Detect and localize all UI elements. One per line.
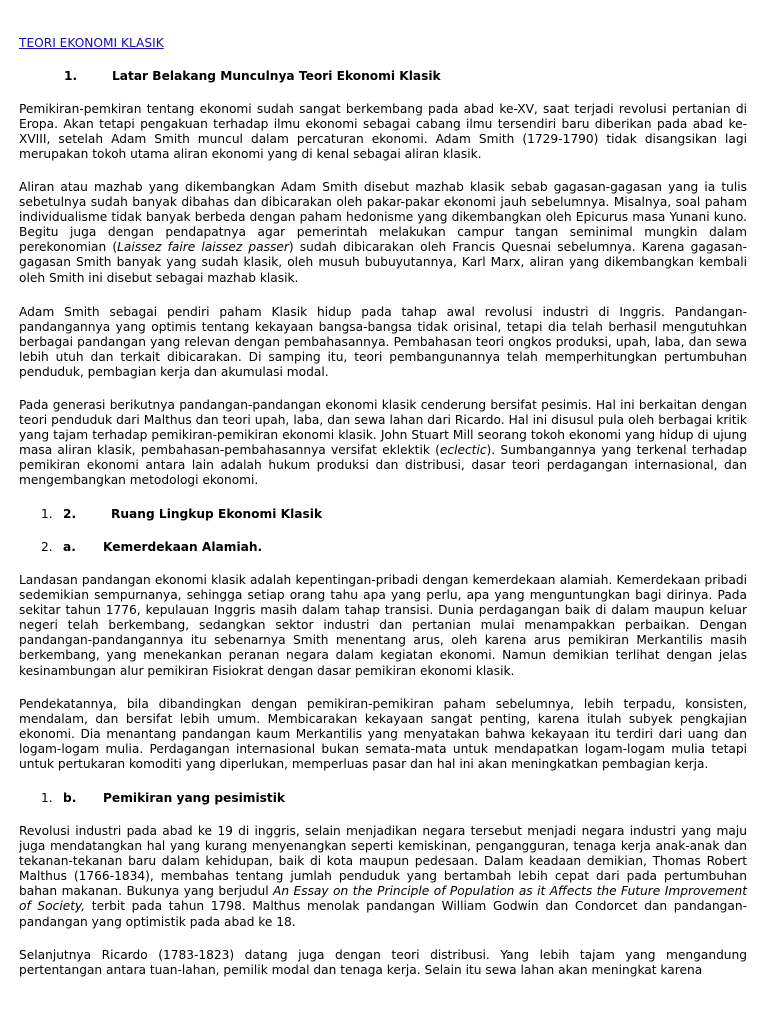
- heading-text: Pemikiran yang pesimistik: [103, 791, 285, 805]
- paragraph-4-emphasis: eclectic: [439, 443, 487, 458]
- heading-latar-belakang: [64, 69, 441, 84]
- paragraph-2-text-b: ) sudah dibicarakan oleh Francis Quesnai sebelumnya. Karena gagasan-gagasan Smith banyak yang sudah klasik, oleh musuh bubuyutannya, Karl Marx, aliran yang dikembangkan kembali oleh Smith ini disebut sebagai mazhab klasik.: [19, 240, 748, 285]
- paragraph-4: [19, 398, 747, 489]
- heading-text: Latar Belakang Munculnya Teori Ekonomi Klasik: [112, 69, 441, 83]
- paragraph-8: Selanjutnya Ricardo (1783-1823) datang juga dengan teori distribusi. Yang lebih tajam yang mengandung pertentangan antara tuan-lahan, pemilik modal dan tenaga kerja. Selain itu sewa lahan akan meningkat karena: [19, 948, 747, 978]
- heading-text: Ruang Lingkup Ekonomi Klasik: [111, 507, 323, 521]
- paragraph-1: Pemikiran-pemkiran tentang ekonomi sudah sangat berkembang pada abad ke-XV, saat terjadi revolusi pertanian di Eropa. Akan tetapi pengakuan terhadap ilmu ekonomi sebagai cabang ilmu tersendiri baru diberikan pada abad ke-XVIII, setelah Adam Smith muncul dalam percaturan ekonomi. Adam Smith (1729-1790) tidak disangsikan lagi merupakan tokoh utama aliran ekonomi yang di kenal sebagai aliran klasik.: [19, 102, 747, 162]
- list-number: 2.: [41, 540, 53, 554]
- book-title: An Essay on the Principle of Population as it Affects the Future Improvement of Society,: [19, 884, 748, 914]
- heading-number: 2.: [63, 507, 77, 521]
- heading-ruang-lingkup: [41, 507, 322, 522]
- heading-pemikiran-pesimistik: [41, 791, 285, 806]
- heading-kemerdekaan-alamiah: [41, 540, 262, 555]
- paragraph-4-text-b: ). Sumbangannya yang terkenal terhadap pemikiran ekonomi antara lain adalah hukum produksi dan distribusi, dasar teori perdagangan internasional, dan mengembangkan metodologi ekonomi.: [19, 443, 747, 488]
- document-title-link[interactable]: TEORI EKONOMI KLASIK: [19, 36, 164, 50]
- list-number: 1.: [41, 507, 53, 521]
- paragraph-7: [19, 824, 747, 930]
- paragraph-7-text-a: Revolusi industri pada abad ke 19 di inggris, selain menjadikan negara tersebut menjadi negara industri yang maju juga mendatangkan hal yang kurang menyenangkan seperti kemiskinan, pengangguran, tenaga kerja anak-anak dan tekanan-tekanan baru dalam kehidupan, baik di kota maupun pedesaan. Dalam keadaan demikian, Thomas Robert Malthus (1766-1834), membahas tentang jumlah penduduk yang bertambah lebih cepat dari pada pertumbuhan bahan makanan. Bukunya yang berjudul: [19, 824, 747, 899]
- paragraph-6: Pendekatannya, bila dibandingkan dengan pemikiran-pemikiran paham sebelumnya, lebih terpadu, konsisten, mendalam, dan bersifat lebih umum. Membicarakan kekayaan sangat penting, karena itulah subyek pengkajian ekonomi. Dia menantang pandangan kaum Merkantilis yang menyatakan bahwa kekayaan itu terdiri dari uang dan logam-logam mulia. Perdagangan internasional bukan semata-mata untuk mendapatkan logam-logam mulia tetapi untuk pertukaran komoditi yang diperlukan, memperluas pasar dan hal ini akan meningkatkan pembagian kerja.: [19, 697, 747, 772]
- paragraph-2: [19, 180, 747, 286]
- heading-letter: a.: [63, 540, 76, 554]
- paragraph-5: Landasan pandangan ekonomi klasik adalah kepentingan-pribadi dengan kemerdekaan alamiah. Kemerdekaan pribadi sedemikian sempurnanya, sehingga setiap orang tahu apa yang perlu, apa yang menguntungkan bagi dirinya. Pada sekitar tahun 1776, kepulauan Inggris masih dalam tahap transisi. Dunia perdagangan baik di dalam maupun keluar negeri telah berkembang, sedangkan sektor industri dan pertanian mulai menampakkan perbaikan. Dengan pandangan-pandangannya itu sebenarnya Smith menentang arus, oleh karena arus pemikiran Merkantilis masih berkembang, yang menekankan peranan negara dalam kegiatan ekonomi. Namun demikian terlihat dengan jelas kesinambungan alur pemikiran Fisiokrat dengan dasar pemikiran ekonomi klasik.: [19, 573, 747, 678]
- heading-letter: b.: [63, 791, 77, 805]
- list-number: 1.: [41, 791, 53, 805]
- paragraph-2-text-a: Aliran atau mazhab yang dikembangkan Adam Smith disebut mazhab klasik sebab gagasan-gagasan yang ia tulis sebetulnya sudah banyak dibahas dan dibicarakan oleh pakar-pakar ekonomi jauh sebelumnya. Misalnya, soal paham individualisme tidak banyak berbeda dengan paham hedonisme yang dikembangkan oleh Epicurus masa Yunani kuno. Begitu juga dengan pendapatnya agar pemerintah melakukan campur tangan seminimal mungkin dalam perekonomian (: [19, 180, 747, 255]
- heading-number: 1.: [64, 69, 78, 83]
- paragraph-2-emphasis: Laissez faire laissez passer: [117, 240, 289, 255]
- paragraph-4-text-a: Pada generasi berikutnya pandangan-pandangan ekonomi klasik cenderung bersifat pesimis. Hal ini berkaitan dengan teori penduduk dari Malthus dan teori upah, laba, dan sewa lahan dari Ricardo. Hal ini disusul pula oleh berbagai kritik yang tajam terhadap pemikiran-pemikiran ekonomi klasik. John Stuart Mill seorang tokoh ekonomi yang hidup di ujung masa aliran klasik, pembahasan-pembahasannya versifat eklektik (: [19, 398, 747, 458]
- heading-text: Kemerdekaan Alamiah.: [103, 540, 263, 554]
- paragraph-3: Adam Smith sebagai pendiri paham Klasik hidup pada tahap awal revolusi industri di Inggris. Pandangan-pandangannya yang optimis tentang kekayaan bangsa-bangsa tidak orisinal, tetapi dia telah berhasil mengutuhkan berbagai pandangan yang relevan dengan pembahasannya. Pembahasan teori ongkos produksi, upah, laba, dan sewa lebih utuh dan terkait dibicarakan. Di samping itu, teori pembangunannya telah memperhitungkan pertumbuhan penduduk, pembagian kerja dan akumulasi modal.: [19, 305, 747, 380]
- paragraph-7-text-b: terbit pada tahun 1798. Malthus menolak pandangan William Godwin dan Condorcet dan pandangan-pandangan yang optimistik pada abad ke 18.: [19, 899, 747, 929]
